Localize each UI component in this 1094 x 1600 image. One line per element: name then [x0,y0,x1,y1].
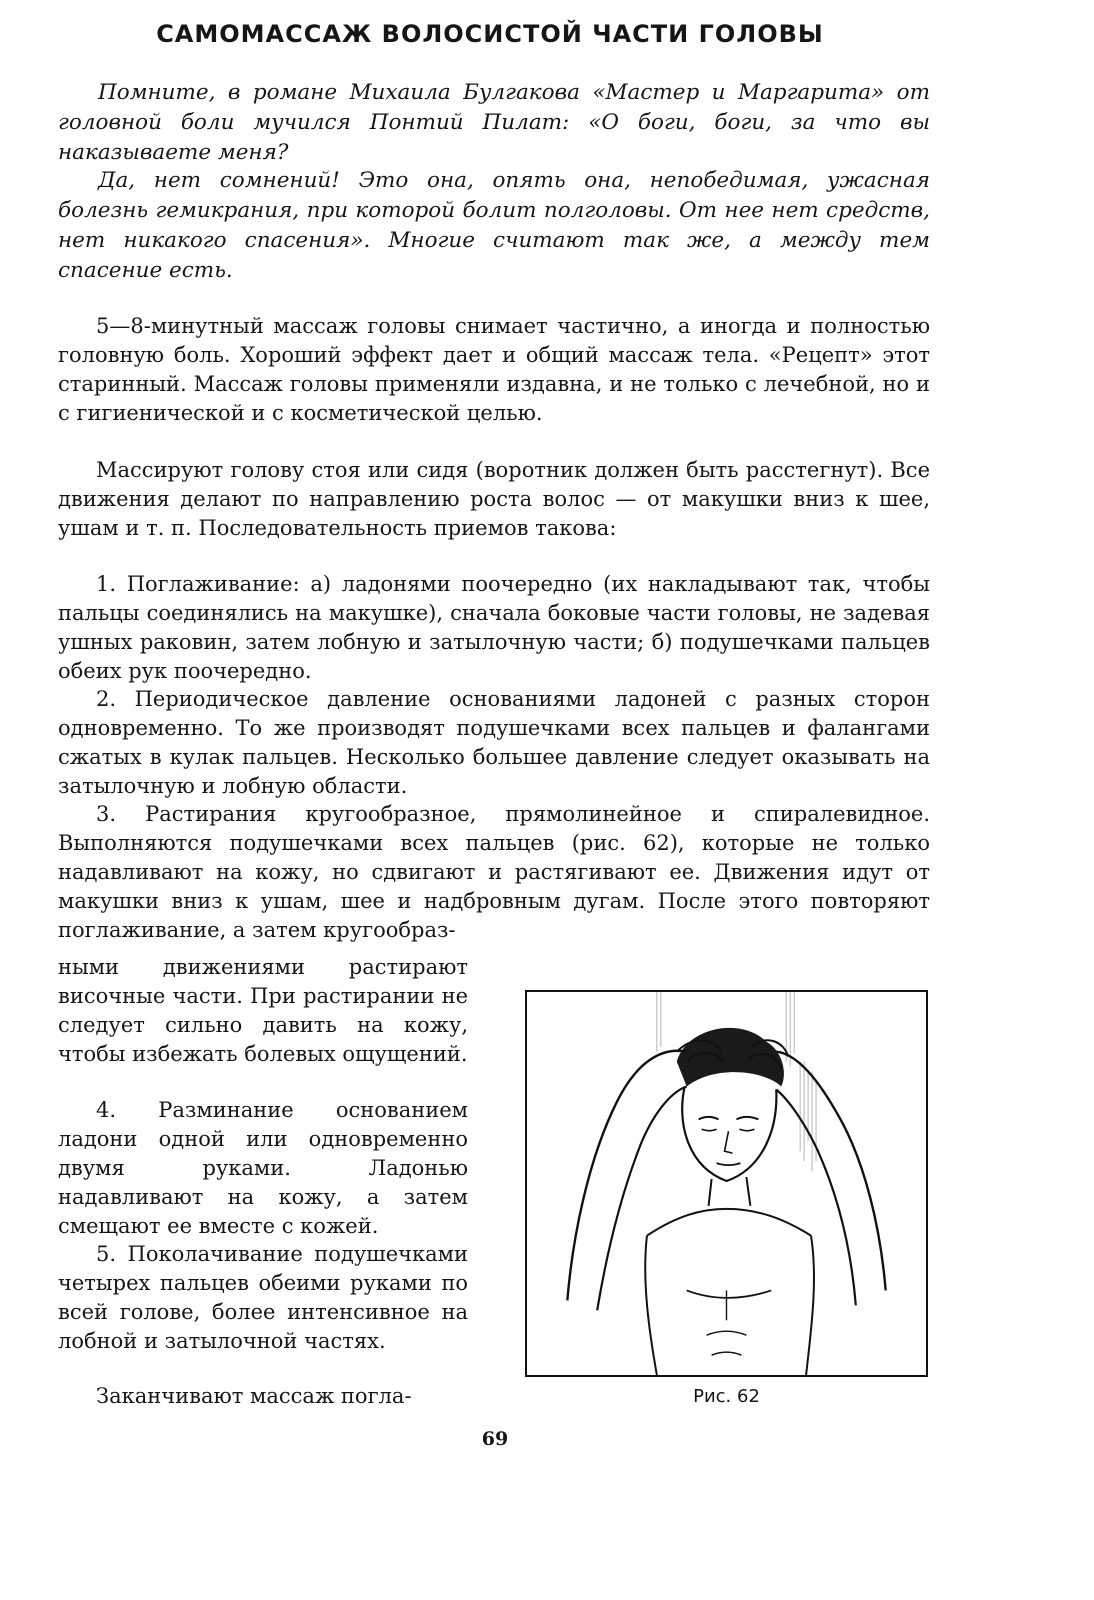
massage-drawing [527,992,926,1375]
step-3-rubbing-continued: ными движениями растирают височные части. При растирании не следует сильно давить на кожу, чтобы избежать болевых ощущений. [58,955,468,1066]
step-2-pressure: 2. Периодическое давление основаниями ладоней с разных сторон одновременно. То же производят подушечками всех пальцев и фалангами сжатых в кулак пальцев. Несколько большее давление следует оказывать на затылочную и лобную области. [58,687,930,798]
step-1-stroking: 1. Поглаживание: а) ладонями поочередно (их накладывают так, чтобы пальцы соединялись на макушке), сначала боковые части головы, не задевая ушных раковин, затем лобную и затылочную части; б) подушечками пальцев обеих рук поочередно. [58,572,930,683]
step-3-rubbing: 3. Растирания кругообразное, прямолинейное и спиралевидное. Выполняются подушечками всех пальцев (рис. 62), которые не только надавливают на кожу, но сдвигают и растягивают ее. Движения идут от макушки вниз к ушам, шее и надбровным дугам. После этого повторяют поглаживание, а затем кругообраз- [58,802,930,942]
page-title: САМОМАССАЖ ВОЛОСИСТОЙ ЧАСТИ ГОЛОВЫ [156,20,824,48]
procedure-paragraph: Массируют голову стоя или сидя (воротник должен быть расстегнут). Все движения делают по направлению роста волос — от макушки вниз к шее, ушам и т. п. Последовательность приемов такова: [58,458,930,540]
epigraph-paragraph-2: Да, нет сомнений! Это она, опять она, непобедимая, ужасная болезнь гемикрания, при которой болит полголовы. От нее нет средств, нет никакого спасения». Многие считают так же, а между тем спасение есть. [58,168,930,283]
page-number: 69 [481,1428,509,1450]
epigraph-paragraph-1: Помните, в романе Михаила Булгакова «Мастер и Маргарита» от головной боли мучился Понтий Пилат: «О боги, боги, за что вы наказываете меня? [58,80,930,165]
figure-62-illustration [525,990,928,1377]
final-paragraph: Заканчивают массаж погла- [96,1384,412,1408]
step-4-kneading: 4. Разминание основанием ладони одной или одновременно двумя руками. Ладонью надавливают на кожу, а затем смещают ее вместе с кожей. [58,1098,468,1238]
figure-caption: Рис. 62 [693,1386,760,1407]
step-5-tapping: 5. Поколачивание подушечками четырех пальцев обеими руками по всей голове, более интенсивное на лобной и затылочной частях. [58,1242,468,1353]
intro-paragraph: 5—8-минутный массаж головы снимает частично, а иногда и полностью головную боль. Хороший эффект дает и общий массаж тела. «Рецепт» этот старинный. Массаж головы применяли издавна, и не только с лечебной, но и с гигиенической и с косметической целью. [58,314,930,425]
